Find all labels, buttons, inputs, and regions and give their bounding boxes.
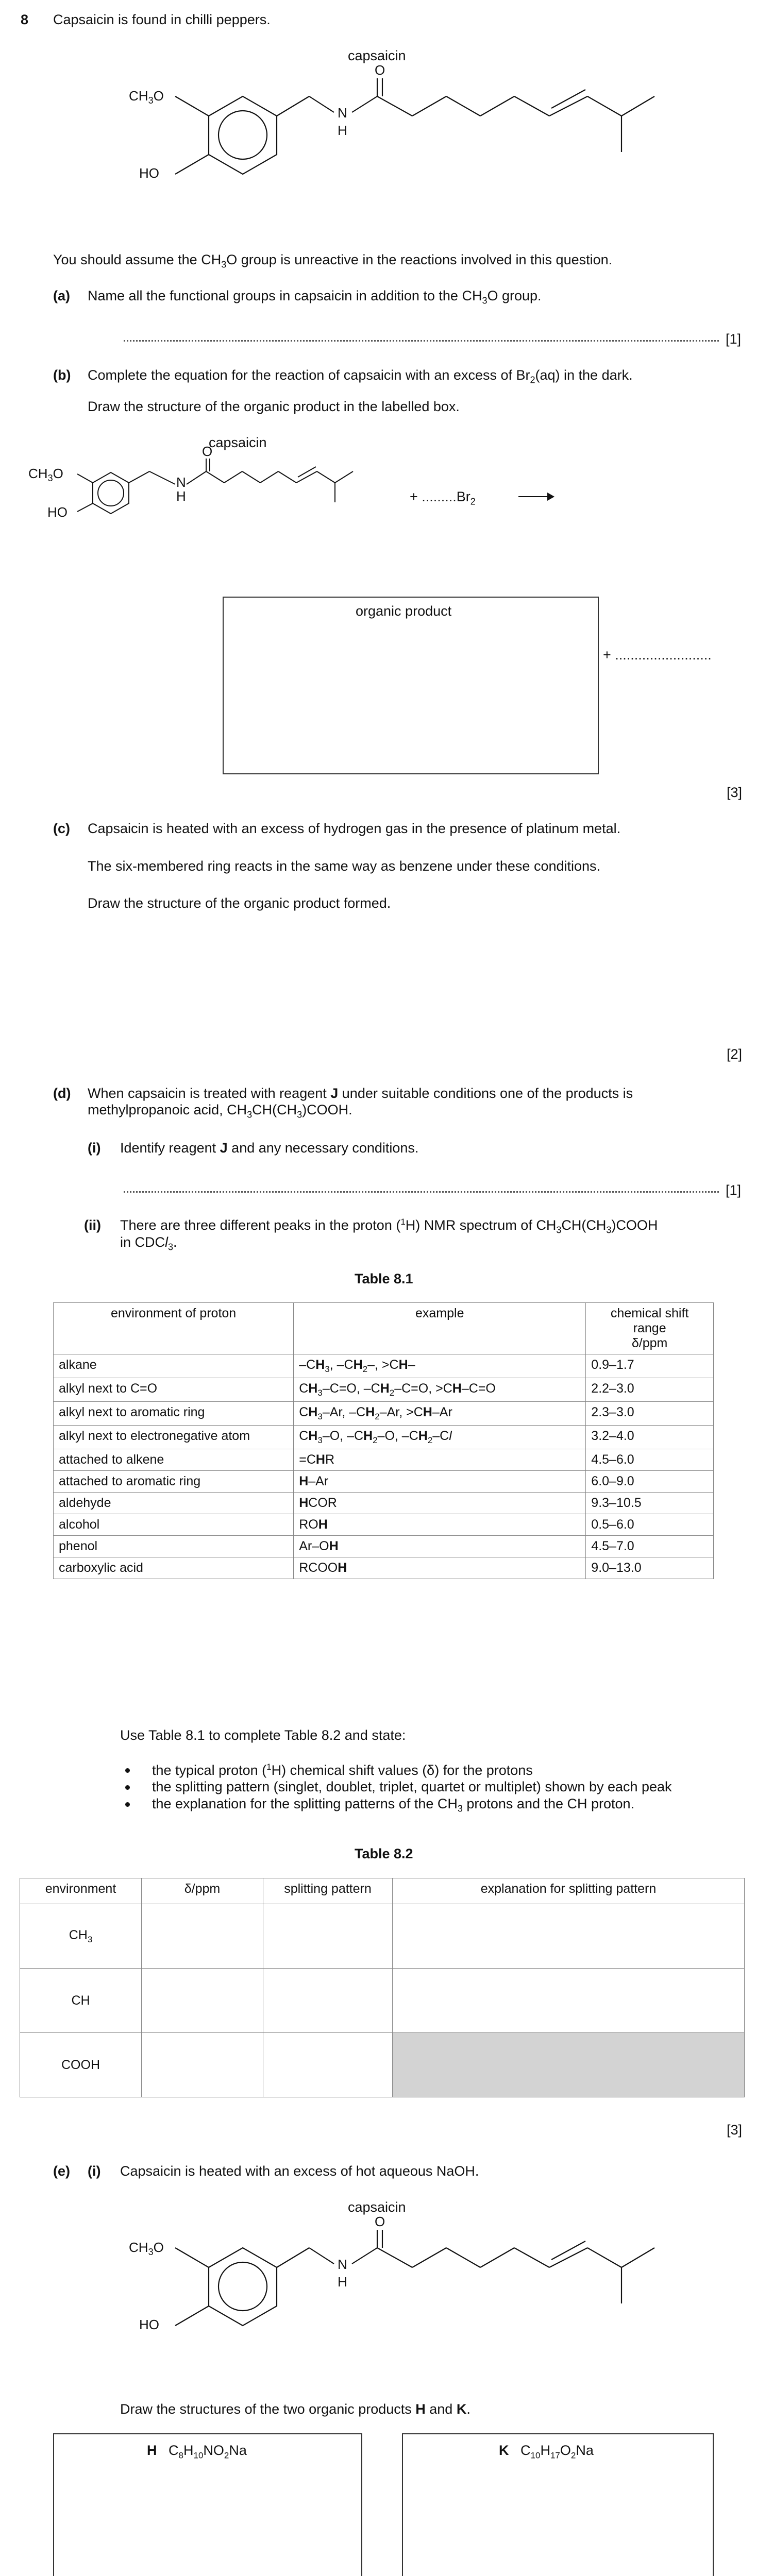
marks-d-ii: [3] <box>727 2122 743 2138</box>
t2-explanation-input[interactable] <box>393 1969 745 2033</box>
t1-shift: 3.2–4.0 <box>586 1426 714 1449</box>
amide-n-b: N <box>176 474 186 490</box>
table-row <box>54 1449 714 1471</box>
table-row <box>54 1426 714 1449</box>
capsaicin-label-b: capsaicin <box>209 435 267 450</box>
table-row <box>54 1536 714 1557</box>
t1-example: $CH_3-O$, $-CH_2-O$, $-CH_2-Cl$ <box>294 1426 586 1449</box>
table-row <box>54 1493 714 1514</box>
table-row <box>20 1904 745 1969</box>
t2-header-env: environment <box>20 1878 142 1904</box>
part-e-label: (e) <box>53 2163 70 2179</box>
bullet-icon <box>125 1802 130 1807</box>
t1-shift: 4.5–7.0 <box>586 1536 714 1557</box>
t2-explanation-input[interactable] <box>393 1904 745 1969</box>
t1-example: H–Ar <box>294 1471 586 1493</box>
part-c-label: (c) <box>53 821 70 836</box>
part-d-i-label: (i) <box>88 1140 101 1156</box>
t1-example: ROH <box>294 1514 586 1536</box>
answer-line-d-i[interactable] <box>124 1191 719 1193</box>
t1-env: alkyl next to electronegative atom <box>54 1426 294 1449</box>
t1-shift: 9.0–13.0 <box>586 1557 714 1579</box>
table-row <box>54 1378 714 1402</box>
draw-h-k-text: Draw the structures of the two organic products H and K. <box>120 2401 470 2417</box>
t1-shift: 9.3–10.5 <box>586 1493 714 1514</box>
part-a-text: Name all the functional groups in capsaicin in addition to the $CH_3O$ group. <box>88 288 542 306</box>
t1-header-shift: chemical shift range δ/ppm <box>586 1303 714 1354</box>
t1-env: alkyl next to aromatic ring <box>54 1402 294 1426</box>
part-c-text3: Draw the structure of the organic product formed. <box>88 895 391 911</box>
t1-env: alcohol <box>54 1514 294 1536</box>
t1-example: Ar–OH <box>294 1536 586 1557</box>
organic-product-label: organic product <box>356 603 452 619</box>
ch3o-group: $CH_3O$ <box>129 88 164 106</box>
answer-space-c[interactable] <box>88 922 716 1041</box>
t1-example: $-CH_3$, $-CH_2-$, >CH– <box>294 1354 586 1378</box>
table-row <box>54 1471 714 1493</box>
ch3o-group-b: $CH_3O$ <box>28 466 63 483</box>
t2-header-shift: δ/ppm <box>142 1878 263 1904</box>
intro-text: Capsaicin is found in chilli peppers. <box>53 12 271 27</box>
amide-h: H <box>338 123 347 138</box>
part-c-text: Capsaicin is heated with an excess of hydrogen gas in the presence of platinum metal. <box>88 821 621 836</box>
table-row <box>20 1969 745 2033</box>
t2-env-ch3: $CH_3$ <box>20 1904 142 1969</box>
t2-header-explanation: explanation for splitting pattern <box>393 1878 745 1904</box>
t2-shaded-cell <box>393 2033 745 2097</box>
bullet-icon <box>125 1785 130 1790</box>
table1-title: Table 8.1 <box>355 1271 413 1286</box>
arrow-head-icon <box>547 493 554 501</box>
plus-br2: + $.........Br_2$ <box>410 489 476 507</box>
bullet-3: the explanation for the splitting patterns of the $CH_3$ protons and the CH proton. <box>152 1796 635 1814</box>
t1-shift: 4.5–6.0 <box>586 1449 714 1471</box>
table-row <box>54 1514 714 1536</box>
ho-group: HO <box>139 165 159 181</box>
organic-product-box[interactable] <box>223 597 599 774</box>
part-b-text: Complete the equation for the reaction of capsaicin with an excess of $Br_2(aq)$ in the dark. <box>88 367 633 385</box>
marks-a: [1] <box>726 331 742 347</box>
part-d-ii-text1: There are three different peaks in the proton ($^1$H) NMR spectrum of $CH_3CH(CH_3)COOH$ <box>120 1217 658 1235</box>
t2-env-cooh: COOH <box>20 2033 142 2097</box>
part-b-text2: Draw the structure of the organic product in the labelled box. <box>88 399 460 414</box>
t2-splitting-input[interactable] <box>263 1969 393 2033</box>
table-8-1 <box>53 1302 714 1579</box>
box-k-label: K $C_{10}H_{17}O_2Na$ <box>499 2443 594 2461</box>
carbonyl-o: O <box>375 62 385 78</box>
use-table-text: Use Table 8.1 to complete Table 8.2 and state: <box>120 1727 406 1743</box>
reaction-arrow <box>518 496 549 497</box>
t1-env: attached to alkene <box>54 1449 294 1471</box>
t2-splitting-input[interactable] <box>263 1904 393 1969</box>
amide-n: N <box>338 105 347 121</box>
t1-example: HCOR <box>294 1493 586 1514</box>
t1-shift: 0.5–6.0 <box>586 1514 714 1536</box>
t1-example: RCOOH <box>294 1557 586 1579</box>
table-8-2 <box>20 1878 745 2097</box>
question-number: 8 <box>21 12 29 27</box>
part-d-i-text: Identify reagent J and any necessary conditions. <box>120 1140 419 1156</box>
bullet-2: the splitting pattern (singlet, doublet, triplet, quartet or multiplet) shown by each peak <box>152 1779 672 1794</box>
t1-env: attached to aromatic ring <box>54 1471 294 1493</box>
bullet-1: the typical proton ($^1$H) chemical shift values (δ) for the protons <box>152 1762 533 1778</box>
carbonyl-o-e: O <box>375 2214 385 2229</box>
box-h-label: H $C_8H_{10}NO_2Na$ <box>147 2443 247 2461</box>
part-d-text2: methylpropanoic acid, $CH_3CH(CH_3)COOH$. <box>88 1102 352 1120</box>
capsaicin-structure-e <box>0 2151 670 2358</box>
amide-h-b: H <box>176 488 186 504</box>
table-row <box>20 2033 745 2097</box>
capsaicin-label-e: capsaicin <box>348 2199 406 2215</box>
marks-c: [2] <box>727 1046 743 1062</box>
amide-n-e: N <box>338 2257 347 2272</box>
marks-d-i: [1] <box>726 1182 742 1198</box>
capsaicin-structure-small <box>0 443 670 598</box>
part-d-text1: When capsaicin is treated with reagent J under suitable conditions one of the products is <box>88 1086 633 1101</box>
t1-shift: 6.0–9.0 <box>586 1471 714 1493</box>
table-row <box>54 1557 714 1579</box>
ho-group-b: HO <box>47 504 68 520</box>
ch3o-group-e: $CH_3O$ <box>129 2240 164 2257</box>
capsaicin-label: capsaicin <box>348 48 406 63</box>
t1-env: alkyl next to C=O <box>54 1378 294 1402</box>
marks-b: [3] <box>727 785 743 800</box>
t1-shift: 2.2–3.0 <box>586 1378 714 1402</box>
part-e-i-text: Capsaicin is heated with an excess of hot aqueous NaOH. <box>120 2163 479 2179</box>
t1-example: =CHR <box>294 1449 586 1471</box>
assume-text: You should assume the $CH_3O$ group is unreactive in the reactions involved in this question. <box>53 252 613 270</box>
ho-group-e: HO <box>139 2317 159 2332</box>
part-c-text2: The six-membered ring reacts in the same way as benzene under these conditions. <box>88 858 601 874</box>
t1-env: alkane <box>54 1354 294 1378</box>
answer-line-a[interactable] <box>124 340 719 342</box>
part-d-ii-label: (ii) <box>84 1217 101 1233</box>
bullet-icon <box>125 1768 130 1773</box>
part-d-ii-text2: in CDCl$_3$. <box>120 1234 177 1252</box>
t1-example: $CH_3-Ar$, $-CH_2-Ar$, >CH–Ar <box>294 1402 586 1426</box>
part-a-label: (a) <box>53 288 70 303</box>
t1-header-env: environment of proton <box>54 1303 294 1354</box>
part-e-i-label: (i) <box>88 2163 101 2179</box>
t1-env: carboxylic acid <box>54 1557 294 1579</box>
table-row <box>54 1354 714 1378</box>
t1-env: phenol <box>54 1536 294 1557</box>
t1-env: aldehyde <box>54 1493 294 1514</box>
capsaicin-structure <box>0 0 670 206</box>
t2-header-splitting: splitting pattern <box>263 1878 393 1904</box>
amide-h-e: H <box>338 2274 347 2290</box>
t1-shift: 2.3–3.0 <box>586 1402 714 1426</box>
t2-shift-input[interactable] <box>142 1904 263 1969</box>
carbonyl-o-b: O <box>202 444 213 459</box>
t2-shift-input[interactable] <box>142 2033 263 2097</box>
t1-header-example: example <box>294 1303 586 1354</box>
t2-splitting-input[interactable] <box>263 2033 393 2097</box>
part-d-label: (d) <box>53 1086 71 1101</box>
table-row <box>54 1402 714 1426</box>
plus-blank: + ......................... <box>603 647 712 663</box>
part-b-label: (b) <box>53 367 71 383</box>
t1-example: $CH_3-C=O$, $-CH_2-C=O$, >CH–C=O <box>294 1378 586 1402</box>
t2-shift-input[interactable] <box>142 1969 263 2033</box>
t2-env-ch: CH <box>20 1969 142 2033</box>
table2-title: Table 8.2 <box>355 1846 413 1861</box>
t1-shift: 0.9–1.7 <box>586 1354 714 1378</box>
